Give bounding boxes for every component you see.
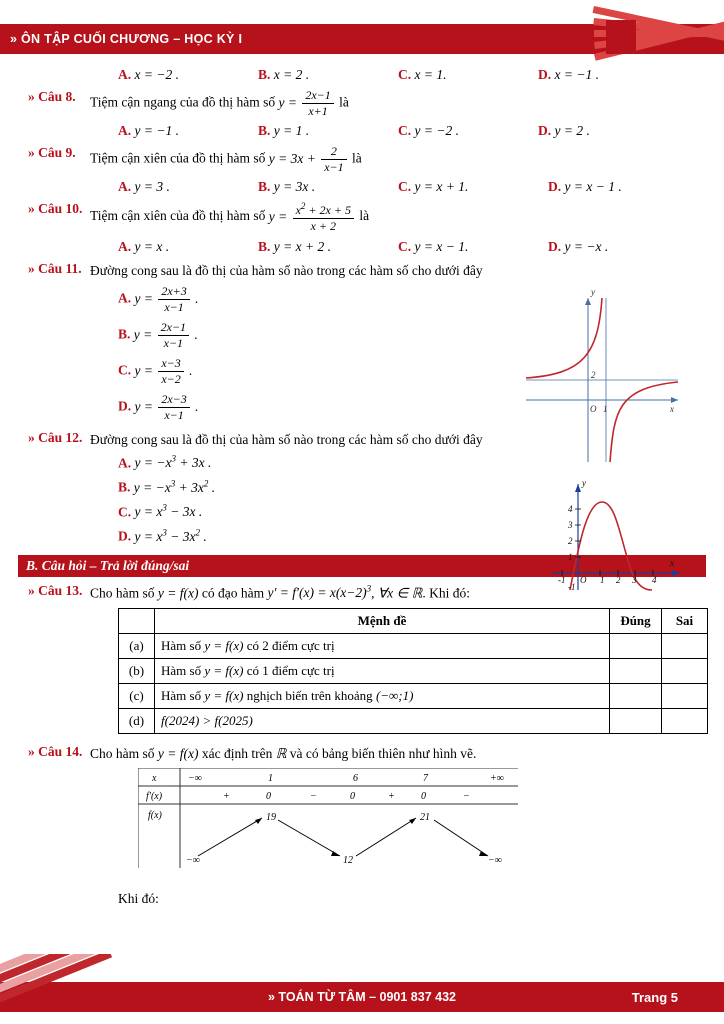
svg-text:0: 0 (421, 790, 426, 802)
option-d[interactable]: D. $y = x^3 - 3x^2$ . (118, 527, 207, 544)
svg-text:2: 2 (616, 575, 621, 585)
option-letter: B. (258, 67, 271, 82)
question-10-text (90, 201, 706, 233)
question-11-text: Đường cong sau là đồ thị của hàm số nào trong các hàm số cho dưới đây (90, 262, 483, 278)
page-header (0, 24, 724, 54)
question-14-label: » Câu 14. (28, 743, 83, 759)
row-sai-cell[interactable] (662, 658, 708, 683)
svg-text:O: O (590, 404, 597, 414)
variation-table (138, 768, 706, 877)
question-8 (18, 89, 706, 118)
question-13-table (118, 608, 708, 734)
question-14-text: Cho hàm số y = f(x) xác định trên ℝ và có bảng biến thiên như hình vẽ. (90, 745, 477, 761)
question-14-khido: Khi đó: (118, 890, 159, 906)
svg-text:1: 1 (268, 772, 273, 784)
option-a[interactable]: A. y = x . (118, 238, 170, 254)
option-b[interactable]: B. y = 3x . (258, 179, 316, 195)
option-d[interactable]: D. y = −x . (548, 238, 609, 254)
svg-text:3: 3 (632, 575, 637, 585)
question-14 (18, 744, 706, 764)
svg-text:-1: -1 (568, 582, 576, 592)
svg-text:y: y (582, 478, 586, 488)
svg-text:x: x (670, 558, 674, 568)
option-a[interactable]: A. $y = -x^3 + 3x$ . (118, 453, 212, 471)
svg-text:12: 12 (343, 854, 353, 866)
variation-table-svg (138, 768, 538, 873)
row-dung-cell[interactable] (610, 708, 662, 733)
option-b[interactable] (258, 67, 398, 83)
footer-page-number: Trang 5 (631, 989, 678, 1005)
option-a[interactable]: A. y = $\frac{2x+3}{x-1}$ . (118, 283, 199, 314)
option-b[interactable]: B. y = $\frac{2x-1}{x-1}$ . (118, 320, 198, 350)
option-b[interactable]: B. $y = -x^3 + 3x^2$ . (118, 478, 216, 495)
header-dung: Đúng (610, 608, 662, 633)
option-letter: C. (398, 67, 412, 82)
option-a[interactable]: A. y = 3 . (118, 179, 170, 195)
svg-text:−∞: −∞ (488, 854, 502, 866)
question-8-formula: y = $\frac{2x-1}{x+1}$ (278, 95, 339, 110)
svg-text:O: O (580, 575, 587, 585)
header-sai: Sai (662, 608, 708, 633)
svg-text:+: + (388, 790, 395, 802)
question-12-label: » Câu 12. (28, 429, 83, 445)
svg-text:−∞: −∞ (188, 772, 202, 784)
option-b[interactable]: B. y = 1 . (258, 123, 310, 139)
svg-text:2: 2 (591, 370, 596, 380)
row-statement: Hàm số y = f(x) có 1 điểm cực trị (155, 658, 610, 683)
row-statement: Hàm số y = f(x) có 2 điểm cực trị (155, 633, 610, 658)
option-letter: D. (538, 67, 552, 82)
svg-text:−∞: −∞ (186, 854, 200, 866)
question-9-label: » Câu 9. (28, 145, 76, 161)
section-b-title: B. Câu hỏi – Trả lời đúng/sai (18, 555, 706, 577)
row-key: (a) (119, 633, 155, 658)
svg-text:f(x): f(x) (148, 809, 162, 821)
svg-text:x: x (152, 772, 157, 784)
graph-question-11 (518, 290, 688, 475)
option-c[interactable]: C. y = x + 1. (398, 179, 469, 195)
svg-text:7: 7 (423, 772, 428, 784)
question-9-formula: y = 3x + $\frac{2}{x-1}$ (269, 151, 352, 166)
option-d[interactable]: D. y = x − 1 . (548, 179, 622, 195)
svg-text:−: − (463, 790, 470, 802)
option-d[interactable] (538, 67, 678, 83)
row-key: (b) (119, 658, 155, 683)
question-10-formula: y = $\frac{x^2 + 2x + 5}{x + 2}$ (269, 209, 360, 224)
question-9-text (90, 145, 706, 174)
option-c[interactable]: C. y = $\frac{x-3}{x-2}$ . (118, 356, 193, 386)
table-row (119, 708, 708, 733)
row-statement: Hàm số y = f(x) nghịch biến trên khoảng (−∞;1) (155, 683, 610, 708)
svg-text:0: 0 (266, 790, 271, 802)
question-10-post: là (359, 208, 370, 224)
svg-text:+∞: +∞ (490, 772, 504, 784)
svg-text:4: 4 (568, 504, 573, 514)
header-menhde: Mệnh đề (155, 608, 610, 633)
question-9-stem: Tiệm cận xiên của đồ thị hàm số (90, 150, 266, 166)
table-row (119, 633, 708, 658)
svg-text:6: 6 (353, 772, 358, 784)
option-text: x = −2 . (134, 67, 179, 82)
row-dung-cell[interactable] (610, 633, 662, 658)
question-10-label: » Câu 10. (28, 201, 83, 217)
svg-text:−: − (310, 790, 317, 802)
option-c[interactable]: C. y = −2 . (398, 123, 459, 139)
options-row-top (18, 67, 706, 83)
table-row (119, 658, 708, 683)
table-header-row (119, 608, 708, 633)
svg-text:f′(x): f′(x) (146, 790, 163, 802)
header-title: » ÔN TẬP CUỐI CHƯƠNG – HỌC KỲ I (10, 32, 243, 46)
svg-text:-1: -1 (558, 575, 566, 585)
graph-question-12 (540, 478, 690, 601)
footer-brand: » TOÁN TỪ TÂM – 0901 837 432 (267, 990, 456, 1004)
svg-text:x: x (670, 404, 674, 414)
option-letter: A. (118, 67, 132, 82)
option-a[interactable] (118, 67, 258, 83)
row-sai-cell[interactable] (662, 633, 708, 658)
row-sai-cell[interactable] (662, 708, 708, 733)
option-b[interactable]: B. y = x + 2 . (258, 238, 331, 254)
question-8-options (18, 123, 706, 139)
option-a[interactable]: A. y = −1 . (118, 123, 179, 139)
question-13-text: Cho hàm số y = f(x) có đạo hàm $y' = f'(x) = x(x-2)^3$, ∀x ∈ ℝ. Khi đó: (90, 583, 470, 601)
question-13-label: » Câu 13. (28, 582, 83, 598)
question-8-stem: Tiệm cận ngang của đồ thị hàm số (90, 94, 276, 110)
question-8-label: » Câu 8. (28, 89, 76, 104)
header-blank (119, 608, 155, 633)
table-row (119, 683, 708, 708)
svg-text:19: 19 (266, 811, 276, 823)
option-d[interactable]: D. y = 2 . (538, 123, 590, 139)
svg-text:1: 1 (603, 404, 608, 414)
svg-text:21: 21 (420, 811, 430, 823)
question-12-text: Đường cong sau là đồ thị của hàm số nào trong các hàm số cho dưới đây (90, 431, 483, 447)
footer-decoration (0, 954, 130, 1024)
question-10 (18, 201, 706, 233)
option-c[interactable]: C. y = x − 1. (398, 238, 469, 254)
question-10-stem: Tiệm cận xiên của đồ thị hàm số (90, 208, 266, 224)
question-10-options (18, 239, 706, 255)
row-key: (d) (119, 708, 155, 733)
svg-text:2: 2 (568, 536, 573, 546)
option-c[interactable]: C. $y = x^3 - 3x$ . (118, 502, 203, 520)
option-text: x = −1 . (554, 67, 599, 82)
question-9 (18, 145, 706, 174)
row-dung-cell[interactable] (610, 658, 662, 683)
svg-text:1: 1 (600, 575, 605, 585)
row-dung-cell[interactable] (610, 683, 662, 708)
option-text: x = 2 . (273, 67, 310, 82)
svg-text:3: 3 (568, 520, 573, 530)
option-c[interactable] (398, 67, 538, 83)
question-8-post: là (339, 94, 349, 110)
svg-text:1: 1 (568, 552, 573, 562)
svg-text:4: 4 (652, 575, 657, 585)
row-key: (c) (119, 683, 155, 708)
row-sai-cell[interactable] (662, 683, 708, 708)
svg-text:+: + (223, 790, 230, 802)
question-9-options (18, 179, 706, 195)
question-8-text (90, 89, 706, 118)
option-d[interactable]: D. y = $\frac{2x-3}{x-1}$ . (118, 392, 199, 423)
row-statement: f(2024) > f(2025) (155, 708, 610, 733)
question-9-post: là (352, 150, 362, 166)
svg-text:0: 0 (350, 790, 355, 802)
svg-text:y: y (591, 290, 595, 297)
question-11-label: » Câu 11. (28, 260, 82, 276)
question-11 (18, 261, 706, 281)
option-text: x = 1. (414, 67, 447, 82)
